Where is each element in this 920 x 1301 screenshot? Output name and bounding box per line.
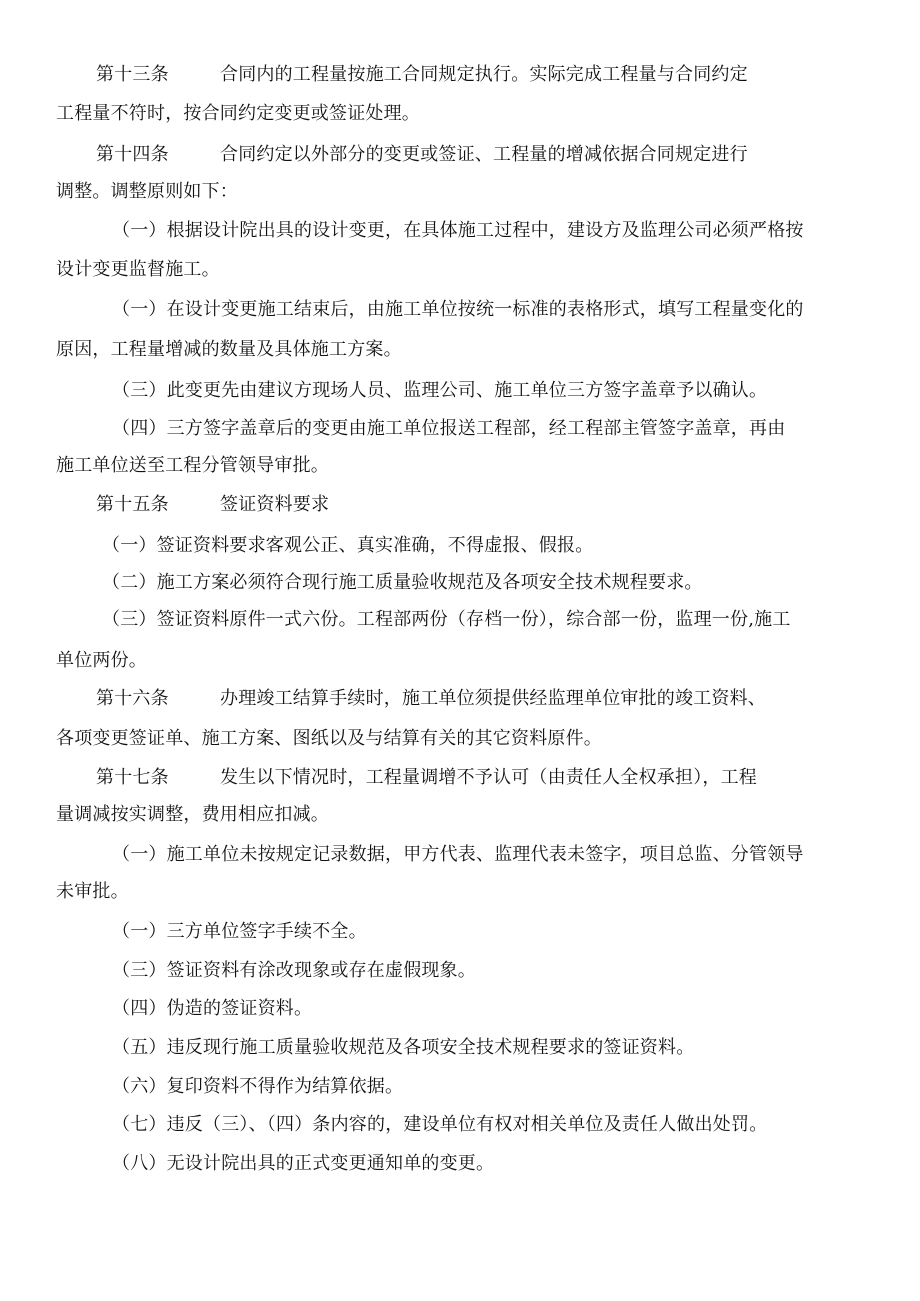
article-14-item-4-line-2: 施工单位送至工程分管领导审批。 bbox=[56, 455, 329, 476]
article-15-item-3-line-2: 单位两份。 bbox=[56, 650, 147, 671]
article-14-text: 合同约定以外部分的变更或签证、工程量的增减依据合同规定进行 bbox=[220, 144, 748, 165]
article-15-label: 第十五条 bbox=[96, 494, 169, 515]
article-14-item-2-line-2: 原因，工程量增减的数量及具体施工方案。 bbox=[56, 339, 402, 360]
article-17-item-2: （一）三方单位签字手续不全。 bbox=[112, 921, 367, 942]
article-15-line-1 bbox=[56, 494, 908, 516]
article-13-label: 第十三条 bbox=[96, 64, 169, 85]
article-16-line-1 bbox=[56, 688, 908, 710]
article-17-line-1 bbox=[56, 767, 908, 789]
article-14-line-2: 调整。调整原则如下： bbox=[56, 181, 238, 202]
article-17-item-5: （五）违反现行施工质量验收规范及各项安全技术规程要求的签证资料。 bbox=[112, 1037, 695, 1058]
article-17-item-4: （四）伪造的签证资料。 bbox=[112, 998, 313, 1019]
article-17-line-2: 量调减按实调整，费用相应扣减。 bbox=[56, 804, 329, 825]
article-17-item-7: （七）违反（三）、（四）条内容的，建设单位有权对相关单位及责任人做出处罚。 bbox=[112, 1114, 768, 1135]
article-17-item-6: （六）复印资料不得作为结算依据。 bbox=[112, 1076, 404, 1097]
article-16-label: 第十六条 bbox=[96, 688, 169, 709]
article-14-line-1 bbox=[56, 144, 908, 166]
article-16-line-2: 各项变更签证单、施工方案、图纸以及与结算有关的其它资料原件。 bbox=[56, 728, 602, 749]
article-17-item-8: （八）无设计院出具的正式变更通知单的变更。 bbox=[112, 1153, 495, 1174]
article-14-label: 第十四条 bbox=[96, 144, 169, 165]
article-17-item-1-line-1: （一）施工单位未按规定记录数据，甲方代表、监理代表未签字，项目总监、分管领导 bbox=[112, 844, 804, 865]
article-16-text: 办理竣工结算手续时，施工单位须提供经监理单位审批的竣工资料、 bbox=[220, 688, 766, 709]
article-14-item-4-line-1: （四）三方签字盖章后的变更由施工单位报送工程部，经工程部主管签字盖章，再由 bbox=[112, 418, 786, 439]
article-14-item-2-line-1: （一）在设计变更施工结束后，由施工单位按统一标准的表格形式，填写工程量变化的 bbox=[112, 299, 804, 320]
article-14-item-3: （三）此变更先由建议方现场人员、监理公司、施工单位三方签字盖章予以确认。 bbox=[112, 380, 768, 401]
article-15-text: 签证资料要求 bbox=[220, 494, 330, 515]
article-15-item-2: （二）施工方案必须符合现行施工质量验收规范及各项安全技术规程要求。 bbox=[102, 572, 703, 593]
article-17-label: 第十七条 bbox=[96, 767, 169, 788]
article-13-line-2: 工程量不符时，按合同约定变更或签证处理。 bbox=[56, 103, 420, 124]
article-14-item-1-line-2: 设计变更监督施工。 bbox=[56, 259, 220, 280]
article-17-item-3: （三）签证资料有涂改现象或存在虚假现象。 bbox=[112, 960, 476, 981]
article-13-text: 合同内的工程量按施工合同规定执行。实际完成工程量与合同约定 bbox=[220, 64, 748, 85]
article-14-item-1-line-1: （一）根据设计院出具的设计变更，在具体施工过程中，建设方及监理公司必须严格按 bbox=[112, 220, 804, 241]
article-17-item-1-line-2: 未审批。 bbox=[56, 881, 129, 902]
article-13-line-1 bbox=[56, 64, 908, 86]
article-17-text: 发生以下情况时，工程量调增不予认可（由责任人全权承担），工程 bbox=[220, 767, 757, 788]
article-15-item-1: （一）签证资料要求客观公正、真实准确，不得虚报、假报。 bbox=[102, 535, 594, 556]
article-15-item-3-line-1: （三）签证资料原件一式六份。工程部两份（存档一份），综合部一份，监理一份,施工 bbox=[102, 609, 791, 630]
